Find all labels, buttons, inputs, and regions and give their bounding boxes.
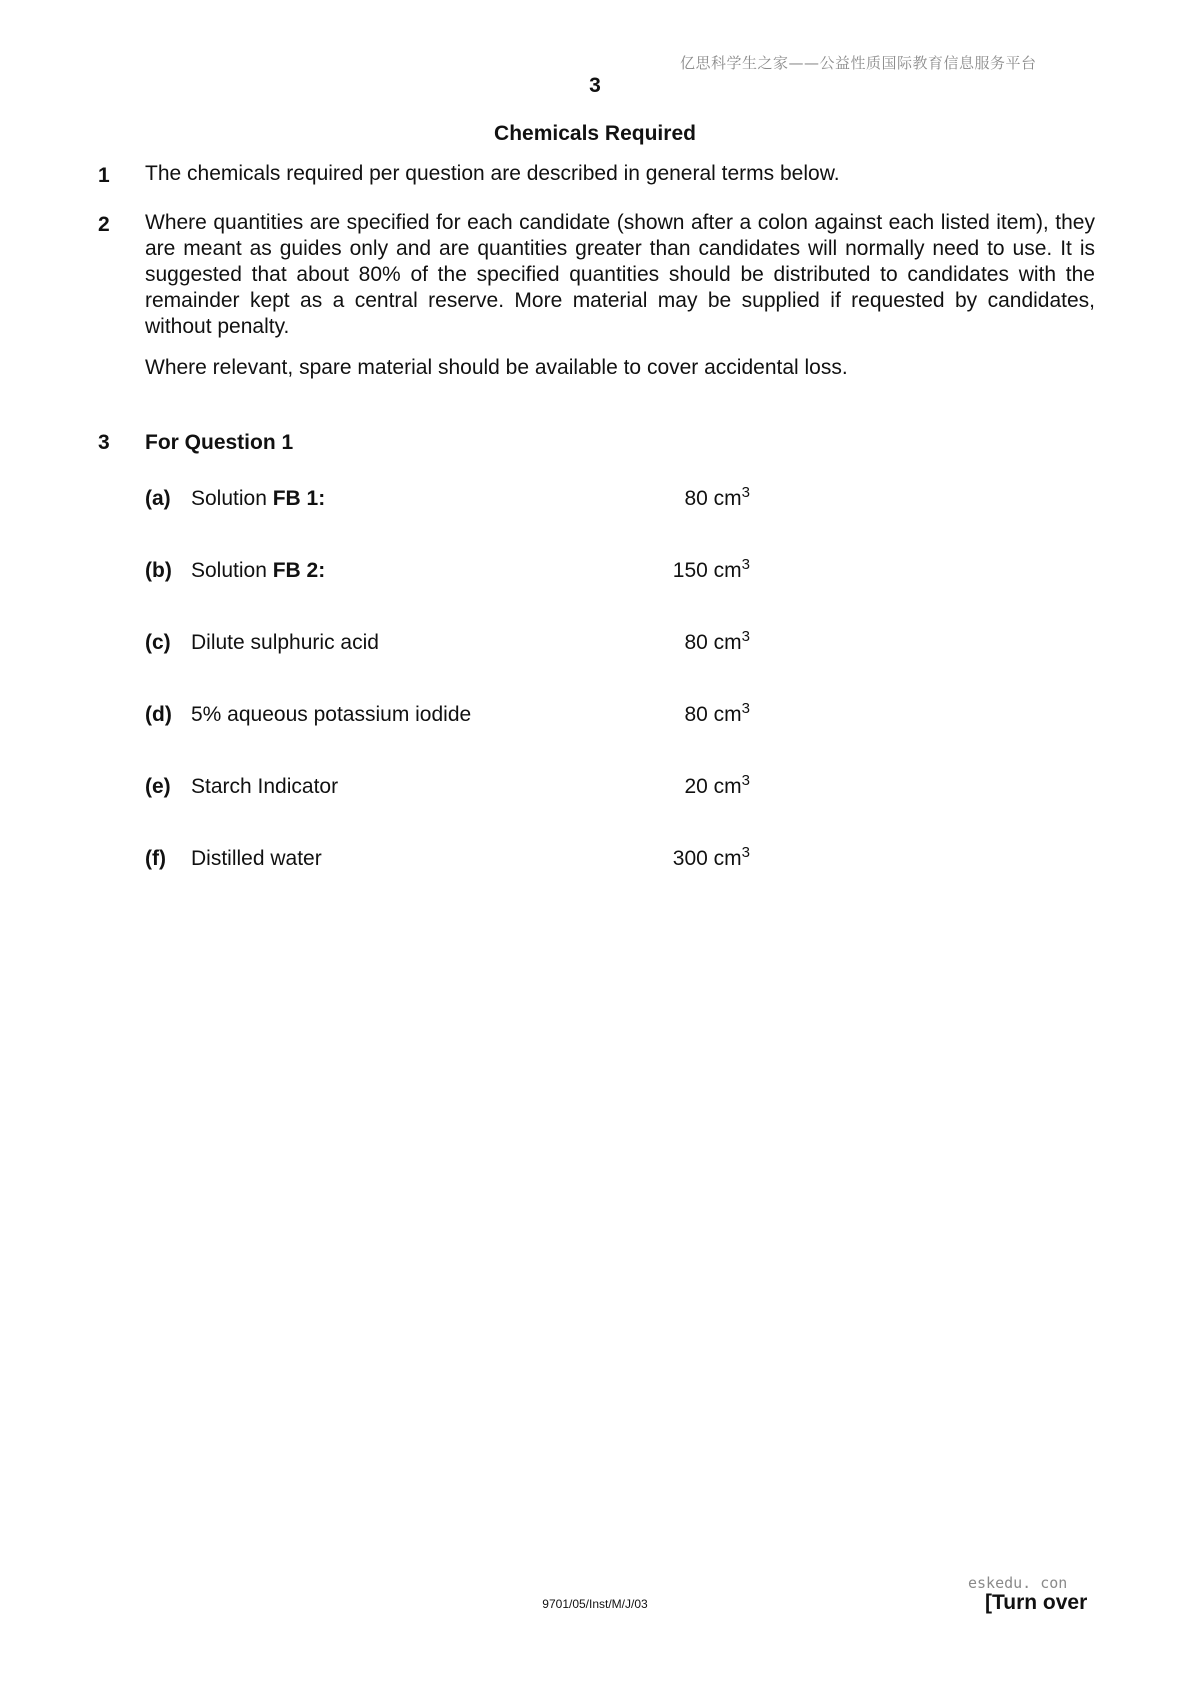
chemical-name: 5% aqueous potassium iodide — [191, 703, 472, 726]
item-number-2: 2 — [98, 213, 110, 236]
chemical-label: (a) — [145, 487, 171, 510]
chemical-label: (e) — [145, 775, 171, 798]
chemical-label: (d) — [145, 703, 172, 726]
chemical-row-f — [145, 844, 750, 877]
chemical-row-c — [145, 628, 750, 661]
item-text-1: The chemicals required per question are described in general terms below. — [145, 162, 840, 185]
chemical-quantity: 150 $cm^3$ — [672, 556, 750, 582]
chemical-row-a — [145, 484, 750, 517]
chemical-name: Distilled water — [191, 847, 322, 870]
chemical-quantity: 80 $cm^3$ — [684, 484, 750, 510]
chemical-quantity: 300 $cm^3$ — [672, 844, 750, 870]
document-code: 9701/05/Inst/M/J/03 — [542, 1597, 648, 1611]
chemical-label: (b) — [145, 559, 172, 582]
item-number-1: 1 — [98, 164, 110, 187]
question-heading: For Question 1 — [145, 431, 294, 454]
chemical-name: Starch Indicator — [191, 775, 339, 798]
chemical-quantity: 80 $cm^3$ — [684, 628, 750, 654]
item-text-2: Where quantities are specified for each candidate (shown after a colon against each listed item), they are meant as guides only and are quantities greater than candidates will normally need to use. It is suggested that about 80% of the specified quantities should be distributed to candidates with the remainder kept as a central reserve. More material may be supplied if requested by candidates, without penalty. — [145, 211, 1095, 338]
chemical-name: Solution FB 1: — [191, 487, 326, 510]
header-watermark: 亿思科学生之家——公益性质国际教育信息服务平台 — [680, 54, 1037, 72]
chemical-row-d — [145, 700, 750, 733]
chemical-name: Dilute sulphuric acid — [191, 631, 379, 654]
chemical-row-e — [145, 772, 750, 805]
page-title: Chemicals Required — [494, 122, 696, 145]
chemical-quantity: 20 $cm^3$ — [684, 772, 750, 798]
chemical-label: (f) — [145, 847, 166, 870]
item-number-3: 3 — [98, 431, 110, 454]
footer-watermark: eskedu. con — [968, 1574, 1068, 1592]
page-number: 3 — [589, 74, 601, 97]
chemical-row-b — [145, 556, 750, 589]
chemical-name: Solution FB 2: — [191, 559, 326, 582]
turn-over-label: [Turn over — [985, 1591, 1088, 1614]
item-text-2-extra: Where relevant, spare material should be available to cover accidental loss. — [145, 356, 848, 379]
chemical-quantity: 80 $cm^3$ — [684, 700, 750, 726]
chemical-label: (c) — [145, 631, 171, 654]
